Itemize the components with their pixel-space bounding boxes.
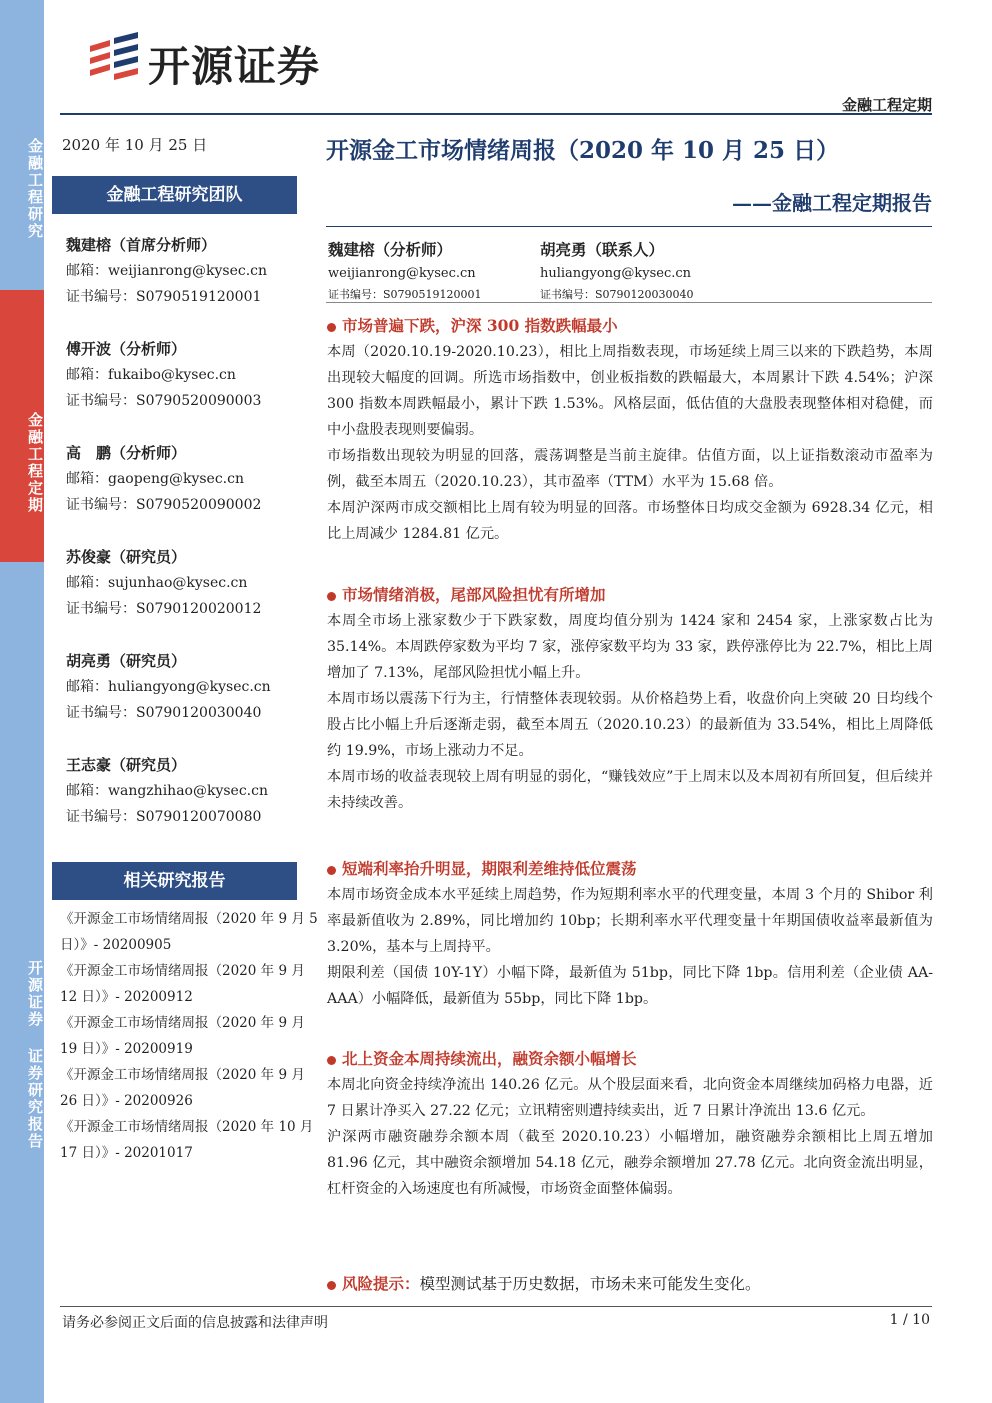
team-member (66, 752, 316, 830)
member-name: 苏俊豪（研究员） (66, 548, 187, 566)
related-report-link[interactable]: 《开源金工市场情绪周报（2020 年 9 月 12 日）》- 20200912 (60, 963, 305, 1005)
author-name: 胡亮勇（联系人） (540, 240, 665, 259)
member-email: 邮箱：sujunhao@kysec.cn (66, 575, 248, 591)
header-tag: 金融工程定期 (841, 96, 932, 114)
team-member (66, 544, 316, 622)
company-logo (88, 28, 388, 91)
section-heading: 市场情绪消极，尾部风险担忧有所增加 (327, 582, 933, 608)
team-box-title: 金融工程研究团队 (52, 176, 297, 214)
section-paragraph: 本周市场的收益表现较上周有明显的弱化，“赚钱效应”于上周末以及本周初有所回复，但后续并未持续改善。 (327, 769, 933, 811)
footer-disclaimer: 请务必参阅正文后面的信息披露和法律声明 (62, 1315, 328, 1331)
team-member (66, 232, 316, 310)
author-cert: 证书编号：S0790120030040 (540, 288, 694, 301)
member-cert: 证书编号：S0790120070080 (66, 809, 262, 825)
member-name: 高 鹏（分析师） (66, 444, 187, 462)
member-email: 邮箱：gaopeng@kysec.cn (66, 471, 244, 487)
member-cert: 证书编号：S0790120030040 (66, 705, 262, 721)
side-stripe (0, 0, 44, 1403)
side-label-periodic: 金融工程定期 (0, 290, 44, 562)
member-cert: 证书编号：S0790520090003 (66, 393, 262, 409)
bullet-icon (327, 1281, 336, 1290)
member-cert: 证书编号：S0790120020012 (66, 601, 262, 617)
section-paragraph: 本周全市场上涨家数少于下跌家数，周度均值分别为 1424 家和 2454 家，上涨家数占比为 35.14%。本周跌停家数为平均 7 家，涨停家数平均为 33 家，跌停涨停比为 22.7%，相比上周增加了 7.13%，尾部风险担忧小幅上升。 (327, 613, 933, 681)
section-paragraph: 沪深两市融资融券余额本周（截至 2020.10.23）小幅增加，融资融券余额相比上周五增加 81.96 亿元，其中融资余额增加 54.18 亿元，融券余额增加 27.78 亿元。北向资金流出明显，杠杆资金的入场速度也有所减慢，市场资金面整体偏弱。 (327, 1129, 933, 1197)
section-rates (327, 856, 933, 1012)
section-northbound (327, 1046, 933, 1202)
bullet-icon (327, 866, 336, 875)
header-divider (60, 113, 932, 115)
team-member (66, 648, 316, 726)
member-cert: 证书编号：S0790519120001 (66, 289, 262, 305)
report-subtitle: ——金融工程定期报告 (732, 191, 932, 215)
member-cert: 证书编号：S0790520090002 (66, 497, 262, 513)
bullet-icon (327, 592, 336, 601)
author-cert: 证书编号：S0790519120001 (328, 288, 482, 301)
footer-divider (60, 1306, 932, 1307)
page-number: 1 / 10 (889, 1312, 930, 1328)
section-market-index (327, 313, 933, 547)
member-name: 魏建榕（首席分析师） (66, 236, 217, 254)
risk-label: 风险提示： (342, 1274, 420, 1293)
bullet-icon (327, 323, 336, 332)
member-email: 邮箱：huliangyong@kysec.cn (66, 679, 271, 695)
report-date: 2020 年 10 月 25 日 (62, 136, 208, 154)
section-paragraph: 本周市场资金成本水平延续上周趋势，作为短期利率水平的代理变量，本周 3 个月的 Shibor 利率最新值收为 2.89%，同比增加约 10bp；长期利率水平代理变量十年期国债收益率最新值为 3.20%，基本与上周持平。 (327, 887, 933, 955)
author-name: 魏建榕（分析师） (328, 240, 453, 259)
logo-mark-icon (88, 30, 144, 86)
author (540, 238, 790, 304)
section-heading: 短端利率抬升明显，期限利差维持低位震荡 (327, 856, 933, 882)
related-box-title: 相关研究报告 (52, 862, 297, 900)
team-member (66, 440, 316, 518)
related-reports-list (60, 906, 318, 1166)
section-paragraph: 本周（2020.10.19-2020.10.23），相比上周指数表现，市场延续上周三以来的下跌趋势，本周出现较大幅度的回调。所选市场指数中，创业板指数的跌幅最大，本周累计下跌 4.54%；沪深 300 指数本周跌幅最小，累计下跌 1.53%。风格层面，低估值的大盘股表现整体相对稳健，而中小盘股表现则要偏弱。 (327, 344, 933, 438)
related-report-link[interactable]: 《开源金工市场情绪周报（2020 年 9 月 26 日）》- 20200926 (60, 1067, 305, 1109)
section-paragraph: 本周沪深两市成交额相比上周有较为明显的回落。市场整体日均成交金额为 6928.34 亿元，相比上周减少 1284.81 亿元。 (327, 500, 933, 542)
member-name: 胡亮勇（研究员） (66, 652, 187, 670)
bullet-icon (327, 1056, 336, 1065)
team-member (66, 336, 316, 414)
related-report-link[interactable]: 《开源金工市场情绪周报（2020 年 9 月 19 日）》- 20200919 (60, 1015, 305, 1057)
section-heading: 北上资金本周持续流出，融资余额小幅增长 (327, 1046, 933, 1072)
member-email: 邮箱：fukaibo@kysec.cn (66, 367, 236, 383)
member-email: 邮箱：weijianrong@kysec.cn (66, 263, 268, 279)
title-divider (326, 226, 932, 227)
risk-warning (327, 1271, 761, 1297)
report-title: 开源金工市场情绪周报（2020 年 10 月 25 日） (326, 137, 840, 164)
section-paragraph: 市场指数出现较为明显的回落，震荡调整是当前主旋律。估值方面，以上证指数滚动市盈率为例，截至本周五（2020.10.23），其市盈率（TTM）水平为 15.68 倍。 (327, 448, 933, 490)
section-paragraph: 期限利差（国债 10Y-1Y）小幅下降，最新值为 51bp，同比下降 1bp。信用利差（企业债 AA-AAA）小幅降低，最新值为 55bp，同比下降 1bp。 (327, 965, 933, 1007)
authors-divider (326, 302, 932, 303)
author-email: huliangyong@kysec.cn (540, 266, 692, 281)
member-name: 王志豪（研究员） (66, 756, 187, 774)
related-report-link[interactable]: 《开源金工市场情绪周报（2020 年 10 月 17 日）》- 20201017 (60, 1119, 314, 1161)
author-email: weijianrong@kysec.cn (328, 266, 476, 281)
section-heading: 市场普遍下跌，沪深 300 指数跌幅最小 (327, 313, 933, 339)
member-email: 邮箱：wangzhihao@kysec.cn (66, 783, 268, 799)
side-label-company: 开源证券 证券研究报告 (0, 562, 44, 1403)
related-report-link[interactable]: 《开源金工市场情绪周报（2020 年 9 月 5 日）》- 20200905 (60, 911, 318, 953)
member-name: 傅开波（分析师） (66, 340, 187, 358)
section-paragraph: 本周北向资金持续净流出 140.26 亿元。从个股层面来看，北向资金本周继续加码格力电器，近 7 日累计净买入 27.22 亿元；立讯精密则遭持续卖出，近 7 日累计净流出 13.6 亿元。 (327, 1077, 933, 1119)
section-sentiment (327, 582, 933, 816)
risk-text: 模型测试基于历史数据，市场未来可能发生变化。 (419, 1275, 761, 1293)
side-label-research: 金融工程研究 (0, 0, 44, 290)
section-paragraph: 本周市场以震荡下行为主，行情整体表现较弱。从价格趋势上看，收盘价向上突破 20 日均线个股占比小幅上升后逐渐走弱，截至本周五（2020.10.23）的最新值为 33.54%，相比上周降低约 19.9%，市场上涨动力不足。 (327, 691, 933, 759)
logo-text: 开源证券 (148, 42, 321, 91)
